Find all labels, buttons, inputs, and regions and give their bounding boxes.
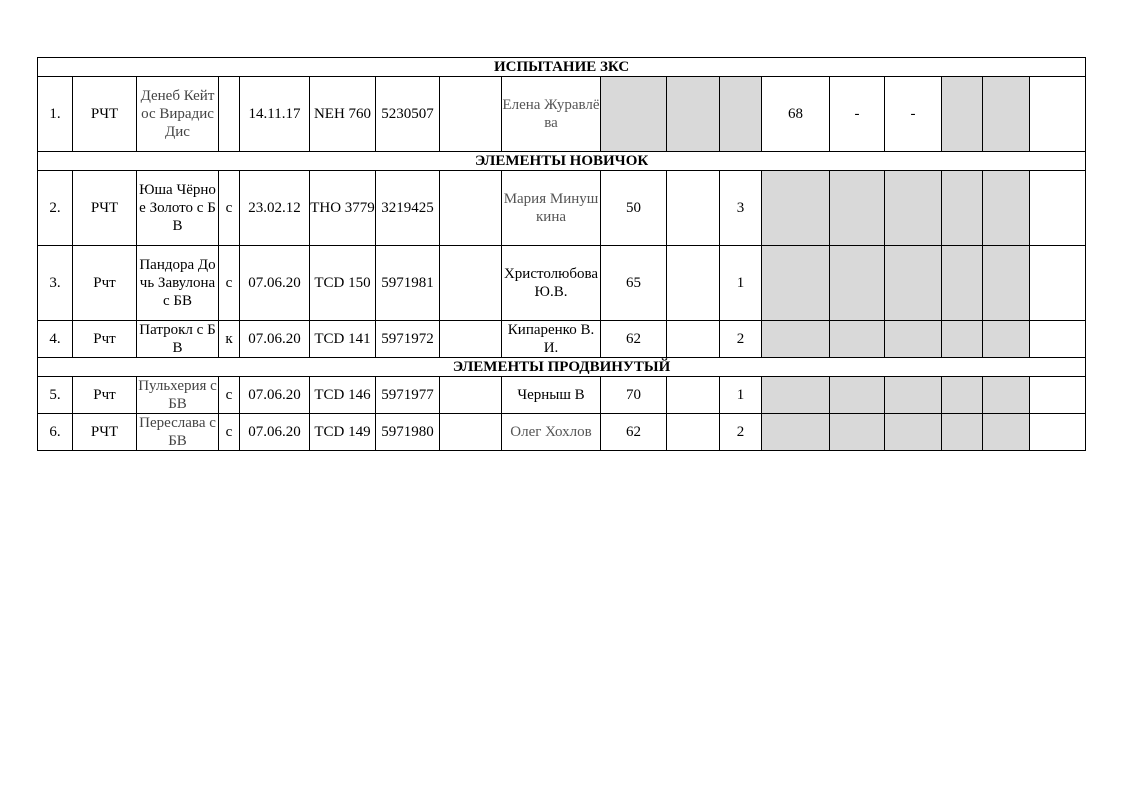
row-number: 6. [38,414,73,451]
score-cell-5 [830,377,885,414]
handler-cell: Кипаренко В.И. [502,321,601,358]
tattoo-cell: TCD 149 [310,414,376,451]
section-title: ЭЛЕМЕНТЫ ПРОДВИНУТЫЙ [38,358,1086,377]
birth-date-cell: 07.06.20 [240,321,310,358]
score-cell-7 [942,377,983,414]
registration-number-cell: 5230507 [376,77,440,152]
score-cell-2 [667,77,720,152]
table-row [38,246,1086,321]
score-cell-6 [885,377,942,414]
score-cell-3: 2 [720,321,762,358]
score-cell-9 [1030,321,1086,358]
sex-cell: с [219,171,240,246]
score-cell-6 [885,321,942,358]
birth-date-cell: 07.06.20 [240,414,310,451]
table-row [38,77,1086,152]
score-cell-9 [1030,171,1086,246]
handler-cell: Мария Минушкина [502,171,601,246]
birth-date-cell: 14.11.17 [240,77,310,152]
breed-cell: РЧТ [73,171,137,246]
empty-cell [440,414,502,451]
score-cell-6: - [885,77,942,152]
tattoo-cell: TCD 146 [310,377,376,414]
table-row [38,171,1086,246]
score-cell-1: 62 [601,321,667,358]
sex-cell: с [219,377,240,414]
handler-cell: Христолюбова Ю.В. [502,246,601,321]
score-cell-6 [885,414,942,451]
score-cell-9 [1030,246,1086,321]
birth-date-cell: 07.06.20 [240,377,310,414]
tattoo-cell: THO 3779 [310,171,376,246]
registration-number-cell: 5971981 [376,246,440,321]
dog-name-cell: Переслава с БВ [137,414,219,451]
row-number: 4. [38,321,73,358]
handler-cell: Черныш В [502,377,601,414]
score-cell-5 [830,171,885,246]
section-title: ЭЛЕМЕНТЫ НОВИЧОК [38,152,1086,171]
score-cell-3 [720,77,762,152]
score-cell-7 [942,77,983,152]
results-table [37,57,1086,451]
score-cell-8 [983,414,1030,451]
score-cell-5: - [830,77,885,152]
birth-date-cell: 07.06.20 [240,246,310,321]
score-cell-2 [667,246,720,321]
empty-cell [440,321,502,358]
score-cell-8 [983,377,1030,414]
dog-name-cell: Пульхерия с БВ [138,378,217,412]
section-header-row [38,152,1086,171]
score-cell-4 [762,321,830,358]
score-cell-8 [983,246,1030,321]
breed-cell: Рчт [73,321,137,358]
score-cell-8 [983,171,1030,246]
score-cell-6 [885,246,942,321]
row-number: 5. [38,377,73,414]
score-cell-3: 2 [720,414,762,451]
score-cell-7 [942,171,983,246]
birth-date-cell: 23.02.12 [240,171,310,246]
row-number: 1. [38,77,73,152]
score-cell-4 [762,246,830,321]
score-cell-4 [762,414,830,451]
score-cell-3: 3 [720,171,762,246]
row-number: 3. [38,246,73,321]
sex-cell: к [219,321,240,358]
tattoo-cell: TCD 150 [310,246,376,321]
score-cell-5 [830,414,885,451]
score-cell-1: 50 [601,171,667,246]
score-cell-4: 68 [762,77,830,152]
score-cell-5 [830,321,885,358]
sex-cell: с [219,246,240,321]
section-header-row [38,358,1086,377]
dog-name-cell: Пандора Дочь Завулона с БВ [137,246,219,321]
registration-number-cell: 5971980 [376,414,440,451]
sex-cell [219,77,240,152]
score-cell-8 [983,321,1030,358]
score-cell-9 [1030,77,1086,152]
breed-cell: РЧТ [73,414,137,451]
registration-number-cell: 5971972 [376,321,440,358]
empty-cell [440,77,502,152]
registration-number-cell: 3219425 [376,171,440,246]
tattoo-cell: TCD 141 [310,321,376,358]
section-title: ИСПЫТАНИЕ ЗКС [38,58,1086,77]
table-row [38,414,1086,451]
dog-name-cell: Патрокл с БВ [137,321,219,358]
score-cell-2 [667,377,720,414]
dog-name-cell: Денеб Кейтос Вирадис Дис [137,77,219,152]
score-cell-7 [942,321,983,358]
score-cell-4 [762,171,830,246]
score-cell-7 [942,414,983,451]
table-row [38,377,1086,414]
score-cell-1: 70 [601,377,667,414]
sex-cell: с [219,414,240,451]
score-cell-2 [667,414,720,451]
score-cell-8 [983,77,1030,152]
score-cell-7 [942,246,983,321]
breed-cell: Рчт [73,246,137,321]
score-cell-9 [1030,377,1086,414]
section-header-row [38,58,1086,77]
score-cell-3: 1 [720,246,762,321]
table-row [38,321,1086,358]
score-cell-1 [601,77,667,152]
score-cell-2 [667,171,720,246]
score-cell-4 [762,377,830,414]
empty-cell [440,171,502,246]
dog-name-cell: Юша Чёрное Золото с БВ [137,171,219,246]
handler-cell: Олег Хохлов [502,414,601,451]
score-cell-2 [667,321,720,358]
score-cell-1: 65 [601,246,667,321]
registration-number-cell: 5971977 [376,377,440,414]
row-number: 2. [38,171,73,246]
tattoo-cell: NEH 760 [310,77,376,152]
breed-cell: РЧТ [73,77,137,152]
score-cell-3: 1 [720,377,762,414]
score-cell-5 [830,246,885,321]
empty-cell [440,377,502,414]
handler-cell: Елена Журавлёва [502,77,601,152]
score-cell-6 [885,171,942,246]
score-cell-1: 62 [601,414,667,451]
breed-cell: Рчт [73,377,137,414]
empty-cell [440,246,502,321]
score-cell-9 [1030,414,1086,451]
